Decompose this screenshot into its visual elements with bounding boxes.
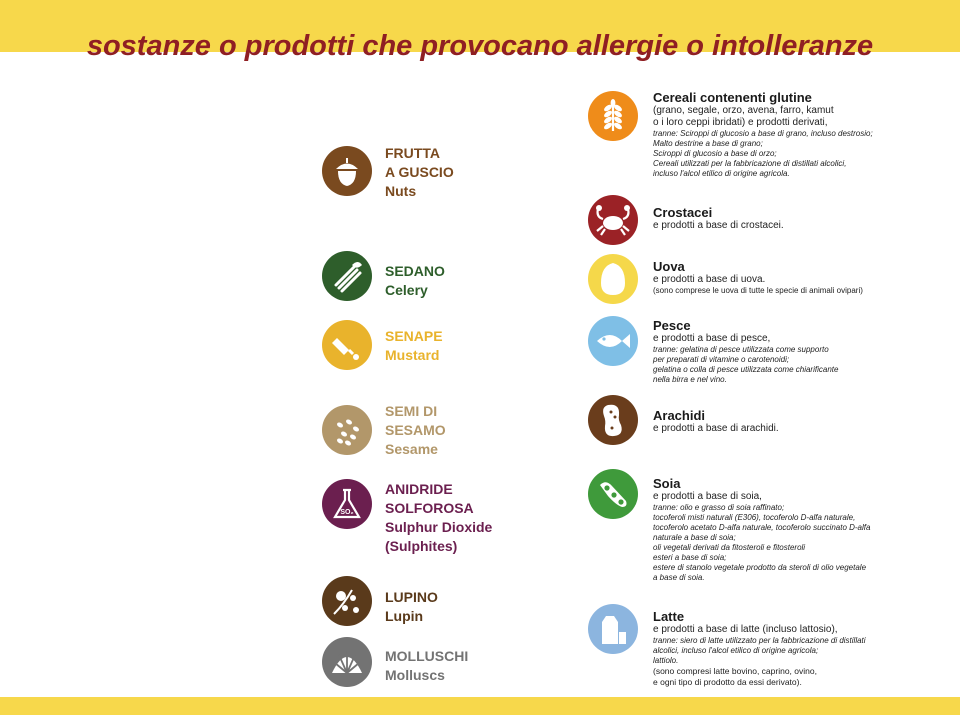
- label-line: Mustard: [385, 347, 440, 363]
- note-line: estere di stanolo vegetale prodotto da steroli di olio vegetale: [653, 563, 867, 572]
- lupin-flower-icon: [322, 576, 372, 626]
- svg-text:SO₂: SO₂: [340, 509, 354, 516]
- note-line: gelatina o colla di pesce utilizzata come chiarificante: [653, 365, 839, 374]
- description-line: e prodotti a base di latte (incluso lattosio),: [653, 624, 838, 635]
- allergen-label: [385, 262, 445, 300]
- note-line: e ogni tipo di prodotto da essi derivato).: [653, 676, 802, 687]
- allergen-label: [385, 402, 446, 459]
- note-line: tocoferolo acetato D-alfa naturale, tocoferolo succinato D-alfa: [653, 523, 871, 532]
- label-line: Nuts: [385, 183, 417, 199]
- wheat-icon: [588, 91, 638, 141]
- soybean-icon: [588, 469, 638, 519]
- label-line: Lupin: [385, 608, 424, 624]
- celery-icon: [322, 251, 372, 301]
- allergen-heading: Latte: [653, 609, 685, 624]
- label-line: SENAPE: [385, 328, 443, 344]
- note-line: tocoferoli misti naturali (E306), tocoferolo D-alfa naturale,: [653, 513, 856, 522]
- label-line: A GUSCIO: [385, 164, 454, 180]
- allergen-description: [653, 318, 838, 385]
- page-title: sostanze o prodotti che provocano allergie o intolleranze: [86, 30, 874, 62]
- description-line: e prodotti a base di arachidi.: [653, 423, 779, 434]
- label-line: SEMI DI: [385, 403, 438, 419]
- description-line: (grano, segale, orzo, avena, farro, kamut: [653, 105, 834, 116]
- bottom-band: [0, 697, 960, 715]
- description-line: o i loro ceppi ibridati) e prodotti derivati,: [653, 117, 828, 128]
- allergen-heading: Soia: [653, 476, 681, 491]
- note-line: Cereali utilizzati per la fabbricazione di distillati alcolici,: [653, 159, 847, 168]
- note-line: (sono compresi latte bovino, caprino, ovino,: [653, 666, 817, 676]
- egg-icon: [588, 254, 638, 304]
- label-line: MOLLUSCHI: [385, 648, 469, 664]
- label-line: Sesame: [385, 441, 438, 457]
- label-line: SEDANO: [385, 263, 445, 279]
- note-line: lattiolo.: [653, 656, 679, 665]
- mustard-bottle-icon: [322, 320, 372, 370]
- note-line: nella birra e nel vino.: [653, 375, 727, 384]
- description-line: e prodotti a base di soia,: [653, 491, 762, 502]
- label-line: LUPINO: [385, 589, 438, 605]
- note-line: oli vegetali derivati da fitosteroli e fitosteroli: [653, 543, 806, 552]
- allergen-label: [385, 588, 438, 626]
- allergen-description: [653, 476, 870, 583]
- label-line: SESAMO: [385, 422, 446, 438]
- allergen-description: [653, 90, 873, 179]
- allergen-heading: Pesce: [653, 318, 691, 333]
- allergen-heading: Arachidi: [653, 408, 706, 423]
- label-line: (Sulphites): [385, 538, 458, 554]
- milk-icon: [588, 604, 638, 654]
- description-line: e prodotti a base di crostacei.: [653, 220, 784, 231]
- note-line: naturale a base di soia;: [653, 533, 736, 542]
- note-line: (sono comprese le uova di tutte le specie di animali ovipari): [653, 286, 863, 295]
- allergen-description: [653, 259, 863, 296]
- label-line: Sulphur Dioxide: [385, 519, 493, 535]
- allergen-heading: Uova: [653, 259, 685, 274]
- allergen-label: [385, 144, 454, 201]
- peanut-icon: [588, 395, 638, 445]
- note-line: tranne: siero di latte utilizzato per la fabbricazione di distillati: [653, 636, 866, 645]
- acorn-icon: [322, 146, 372, 196]
- fish-icon: [588, 316, 638, 366]
- note-line: tranne: olio e grasso di soia raffinato;: [653, 503, 785, 512]
- description-line: e prodotti a base di pesce,: [653, 333, 771, 344]
- allergen-description: [653, 408, 779, 435]
- allergen-heading: Crostacei: [653, 205, 713, 220]
- note-line: Sciroppi di glucosio a base di orzo;: [653, 149, 777, 158]
- allergen-heading: Cereali contenenti glutine: [653, 90, 812, 105]
- note-line: Malto destrine a base di grano;: [653, 139, 763, 148]
- label-line: Molluscs: [385, 667, 445, 683]
- allergen-description: [653, 609, 866, 687]
- note-line: esteri a base di soia;: [653, 553, 727, 562]
- allergen-label: [385, 647, 468, 685]
- note-line: incluso l'alcol etilico di origine agricola.: [653, 169, 790, 178]
- sesame-seeds-icon: [322, 405, 372, 455]
- label-line: ANIDRIDE: [385, 481, 453, 497]
- shell-icon: [322, 637, 372, 687]
- crab-icon: [588, 195, 638, 245]
- allergen-description: [653, 205, 784, 232]
- label-line: Celery: [385, 282, 428, 298]
- flask-icon: [322, 479, 372, 529]
- note-line: alcolici, incluso l'alcol etilico di origine agricola;: [653, 646, 819, 655]
- note-line: a base di soia.: [653, 573, 705, 582]
- allergen-label: [385, 480, 492, 556]
- allergen-label: [385, 327, 443, 365]
- label-line: SOLFOROSA: [385, 500, 474, 516]
- note-line: per preparati di vitamine o carotenoidi;: [653, 355, 790, 364]
- description-line: e prodotti a base di uova.: [653, 274, 766, 285]
- note-line: tranne: Sciroppi di glucosio a base di grano, incluso destrosio;: [653, 129, 873, 138]
- note-line: tranne: gelatina di pesce utilizzata come supporto: [653, 345, 829, 354]
- label-line: FRUTTA: [385, 145, 440, 161]
